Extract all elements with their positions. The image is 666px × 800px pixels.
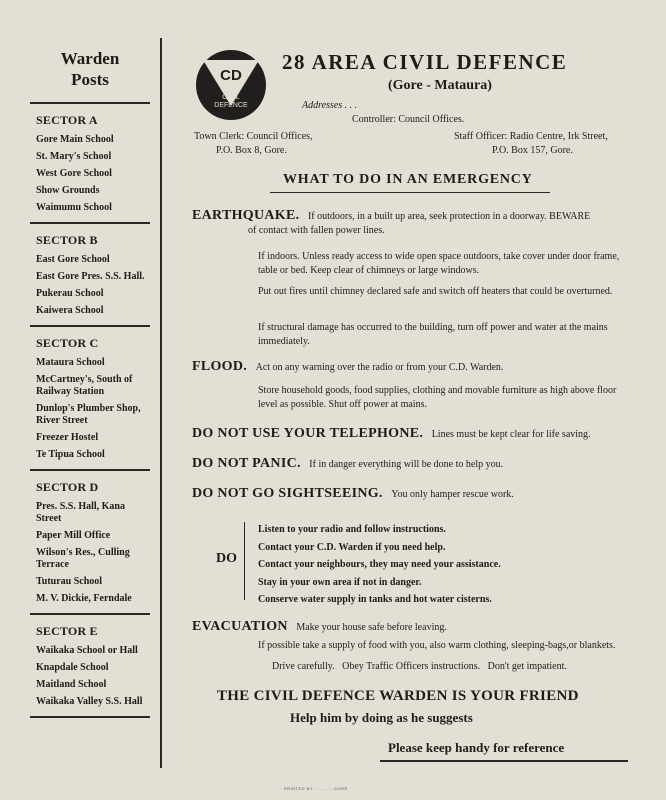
- list-item: Kaiwera School: [36, 305, 104, 316]
- evacuation-label: EVACUATION: [192, 619, 288, 634]
- keep-handy-note: Please keep handy for reference: [388, 740, 565, 755]
- earthquake-section: [192, 209, 632, 238]
- list-item: Listen to your radio and follow instructions.: [258, 524, 446, 535]
- town-clerk-address: Town Clerk: Council Offices, P.O. Box 8, Gore.: [194, 131, 313, 156]
- sector-c: [30, 325, 150, 461]
- heading-underline: [270, 192, 550, 193]
- civil-defence-logo: [196, 50, 266, 120]
- sector-heading: SECTOR D: [36, 480, 99, 494]
- panic-label: DO NOT PANIC.: [192, 456, 301, 471]
- staff-officer-address: Staff Officer: Radio Centre, Irk Street, P.O. Box 157, Gore.: [454, 131, 608, 156]
- sidebar-title-line2: Posts: [71, 70, 109, 89]
- do-label: DO: [216, 551, 237, 566]
- earthquake-para-2: If indoors. Unless ready access to wide open space outdoors, take cover under door frame, table or bed. Keep clear of chimneys or large windows.: [258, 251, 620, 276]
- sector-end-rule: [30, 716, 150, 718]
- addresses-label: Addresses . . .: [302, 100, 358, 111]
- panic-text: If in danger everything will be done to help you.: [309, 459, 504, 470]
- list-item: Freezer Hostel: [36, 432, 99, 443]
- flood-section: [192, 360, 632, 375]
- list-item: Conserve water supply in tanks and hot water cisterns.: [258, 594, 492, 605]
- keep-handy-underline: [380, 760, 628, 762]
- list-item: East Gore School: [36, 254, 110, 265]
- list-item: Tuturau School: [36, 576, 103, 587]
- sector-b: [30, 222, 150, 317]
- earthquake-para-3: Put out fires until chimney declared safe and switch off heaters that could be overturned.: [258, 286, 613, 297]
- list-item: West Gore School: [36, 168, 112, 179]
- do-list: [258, 521, 501, 609]
- list-item: Knapdale School: [36, 662, 109, 673]
- evacuation-para-2: If possible take a supply of food with you, also warm clothing, sleeping-bags,or blankets.: [258, 640, 616, 651]
- list-item: Waikaka Valley S.S. Hall: [36, 696, 143, 707]
- list-item: McCartney's, South of Railway Station: [36, 374, 133, 397]
- do-bracket: [244, 522, 253, 600]
- printer-imprint: PRINTED BY ........... GORE: [284, 786, 348, 791]
- controller-address: Controller: Council Offices.: [352, 114, 465, 125]
- sightseeing-label: DO NOT GO SIGHTSEEING.: [192, 486, 383, 501]
- list-item: East Gore Pres. S.S. Hall.: [36, 271, 145, 282]
- list-item: Show Grounds: [36, 185, 100, 196]
- earthquake-intro: If outdoors, in a built up area, seek protection in a doorway. BEWARE: [307, 211, 591, 222]
- list-item: Pres. S.S. Hall, Kana Street: [36, 501, 125, 524]
- list-item: Paper Mill Office: [36, 530, 111, 541]
- evacuation-para-3: Drive carefully. Obey Traffic Officers instructions. Don't get impatient.: [272, 661, 567, 672]
- list-item: Dunlop's Plumber Shop, River Street: [36, 403, 141, 426]
- help-him-line: Help him by doing as he suggests: [290, 710, 473, 725]
- page-subtitle: (Gore - Mataura): [388, 78, 492, 93]
- emergency-heading: WHAT TO DO IN AN EMERGENCY: [283, 172, 533, 187]
- sector-heading: SECTOR A: [36, 113, 98, 127]
- telephone-section: [192, 427, 632, 442]
- flood-intro: Act on any warning over the radio or from your C.D. Warden.: [255, 362, 504, 373]
- vertical-divider: [160, 38, 162, 768]
- list-item: Contact your C.D. Warden if you need help.: [258, 541, 446, 553]
- list-item: Mataura School: [36, 357, 105, 368]
- panic-section: [192, 457, 632, 472]
- list-item: Stay in your own area if not in danger.: [258, 576, 422, 588]
- telephone-text: Lines must be kept clear for life saving.: [431, 429, 591, 440]
- list-item: Maitland School: [36, 679, 107, 690]
- sightseeing-section: [192, 487, 632, 502]
- evacuation-section: [192, 620, 632, 635]
- logo-letters: CD: [220, 67, 242, 84]
- logo-ring-text: CIVIL DEFENCE: [214, 94, 248, 109]
- sector-d: [30, 469, 150, 605]
- sector-heading: SECTOR C: [36, 336, 99, 350]
- earthquake-para-4: If structural damage has occurred to the building, turn off power and water at the mains immediately.: [258, 322, 608, 347]
- warden-posts-sidebar: [30, 38, 150, 726]
- flood-label: FLOOD.: [192, 359, 248, 374]
- page-title: 28 AREA CIVIL DEFENCE: [282, 50, 568, 74]
- list-item: St. Mary's School: [36, 151, 112, 162]
- sidebar-title-line1: Warden: [60, 49, 120, 68]
- list-item: Waikaka School or Hall: [36, 645, 138, 656]
- warden-friend-heading: THE CIVIL DEFENCE WARDEN IS YOUR FRIEND: [217, 688, 579, 704]
- list-item: Te Tipua School: [36, 449, 105, 460]
- list-item: Contact your neighbours, they may need your assistance.: [258, 559, 501, 570]
- list-item: Wilson's Res., Culling Terrace: [36, 547, 130, 570]
- sector-heading: SECTOR B: [36, 233, 98, 247]
- list-item: Gore Main School: [36, 134, 114, 145]
- sector-e: [30, 613, 150, 718]
- earthquake-intro-2: of contact with fallen power lines.: [248, 225, 385, 236]
- sidebar-title: [30, 48, 150, 90]
- sector-heading: SECTOR E: [36, 624, 98, 638]
- telephone-label: DO NOT USE YOUR TELEPHONE.: [192, 426, 424, 441]
- flood-para-2: Store household goods, food supplies, clothing and movable furniture as high above floor level as possible. Shut off power at mains.: [258, 385, 617, 410]
- sector-a: [30, 102, 150, 214]
- sightseeing-text: You only hamper rescue work.: [391, 489, 514, 500]
- list-item: M. V. Dickie, Ferndale: [36, 593, 132, 604]
- list-item: Pukerau School: [36, 288, 104, 299]
- earthquake-label: EARTHQUAKE.: [192, 208, 300, 223]
- list-item: Waimumu School: [36, 202, 112, 213]
- evacuation-intro: Make your house safe before leaving.: [296, 622, 447, 633]
